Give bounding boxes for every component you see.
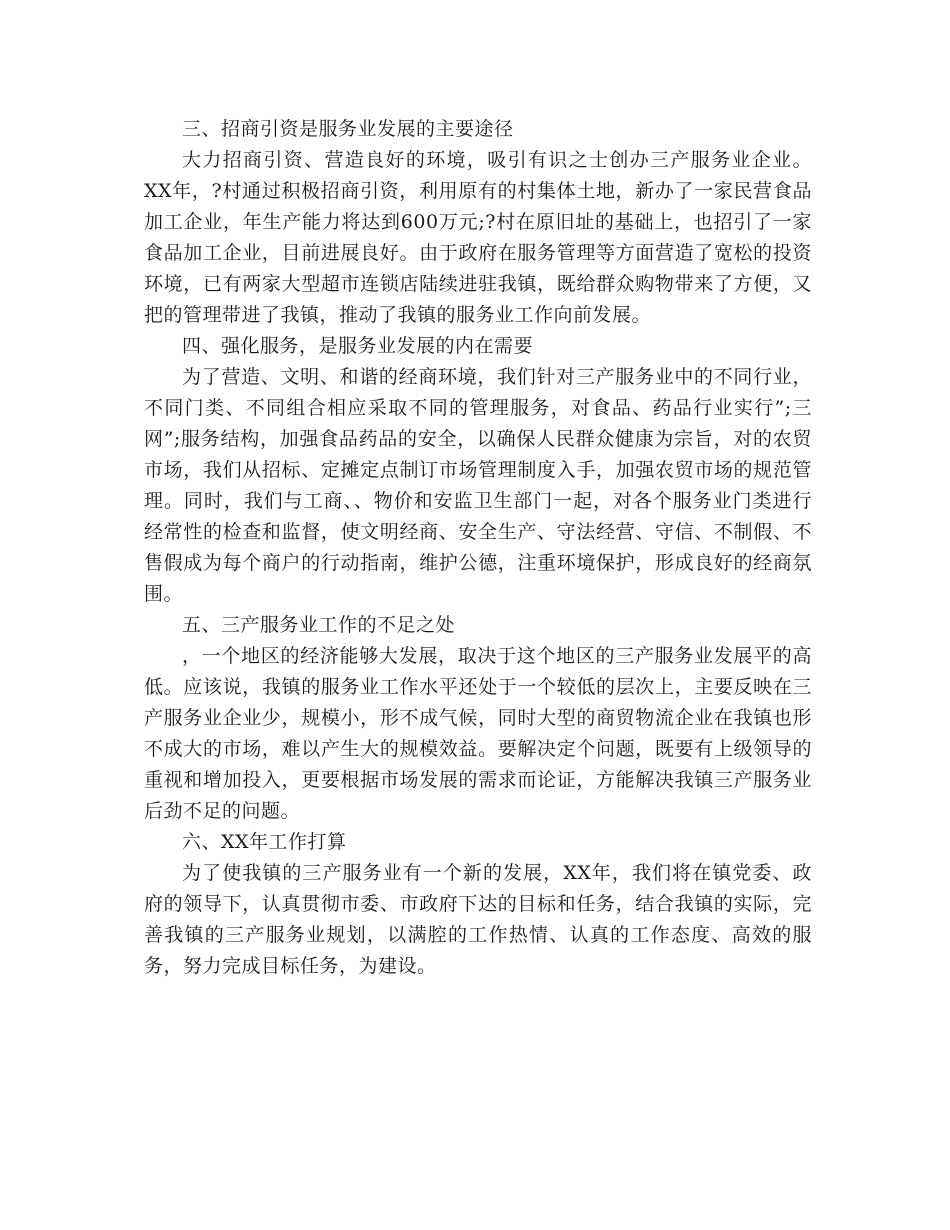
section-paragraph-3: 大力招商引资、营造良好的环境，吸引有识之士创办三产服务业企业。XX年，?村通过积极招商引资，利用原有的村集体土地，新办了一家民营食品加工企业，年生产能力将达到600万元;?村在原旧址的基础上，也招引了一家食品加工企业，目前进展良好。由于政府在服务管理等方面营造了宽松的投资环境，已有两家大型超市连锁店陆续进驻我镇，既给群众购物带来了方便，又把的管理带进了我镇，推动了我镇的服务业工作向前发展。 (144, 149, 812, 326)
section-paragraph-5: ，一个地区的经济能够大发展，取决于这个地区的三产服务业发展平的高低。应该说，我镇的服务业工作水平还处于一个较低的层次上，主要反映在三产服务业企业少，规模小，形不成气候，同时大型的商贸物流企业在我镇也形不成大的市场，难以产生大的规模效益。要解决定个问题，既要有上级领导的重视和增加投入，更要根据市场发展的需求而论证，方能解决我镇三产服务业后劲不足的问题。 (144, 645, 812, 822)
section-paragraph-4: 为了营造、文明、和谐的经商环境，我们针对三产服务业中的不同行业，不同门类、不同组合相应采取不同的管理服务，对食品、药品行业实行”;三网”;服务结构，加强食品药品的安全，以确保人民群众健康为宗旨，对的农贸市场，我们从招标、定摊定点制订市场管理制度入手，加强农贸市场的规范管理。同时，我们与工商、、物价和安监卫生部门一起，对各个服务业门类进行经常性的检查和监督，使文明经商、安全生产、守法经营、守信、不制假、不售假成为每个商户的行动指南，维护公德，注重环境保护，形成良好的经商氛围。 (144, 366, 812, 605)
section-heading-4: 四、强化服务，是服务业发展的内在需要 (182, 335, 534, 357)
document-body (144, 114, 812, 982)
section-heading-5: 五、三产服务业工作的不足之处 (182, 614, 456, 636)
section-heading-6: 六、XX年工作打算 (182, 831, 347, 853)
section-heading-3: 三、招商引资是服务业发展的主要途径 (182, 118, 514, 140)
section-paragraph-6: 为了使我镇的三产服务业有一个新的发展，XX年，我们将在镇党委、政府的领导下，认真贯彻市委、市政府下达的目标和任务，结合我镇的实际，完善我镇的三产服务业规划，以满腔的工作热情、认真的工作态度、高效的服务，努力完成目标任务，为建设。 (144, 862, 812, 977)
